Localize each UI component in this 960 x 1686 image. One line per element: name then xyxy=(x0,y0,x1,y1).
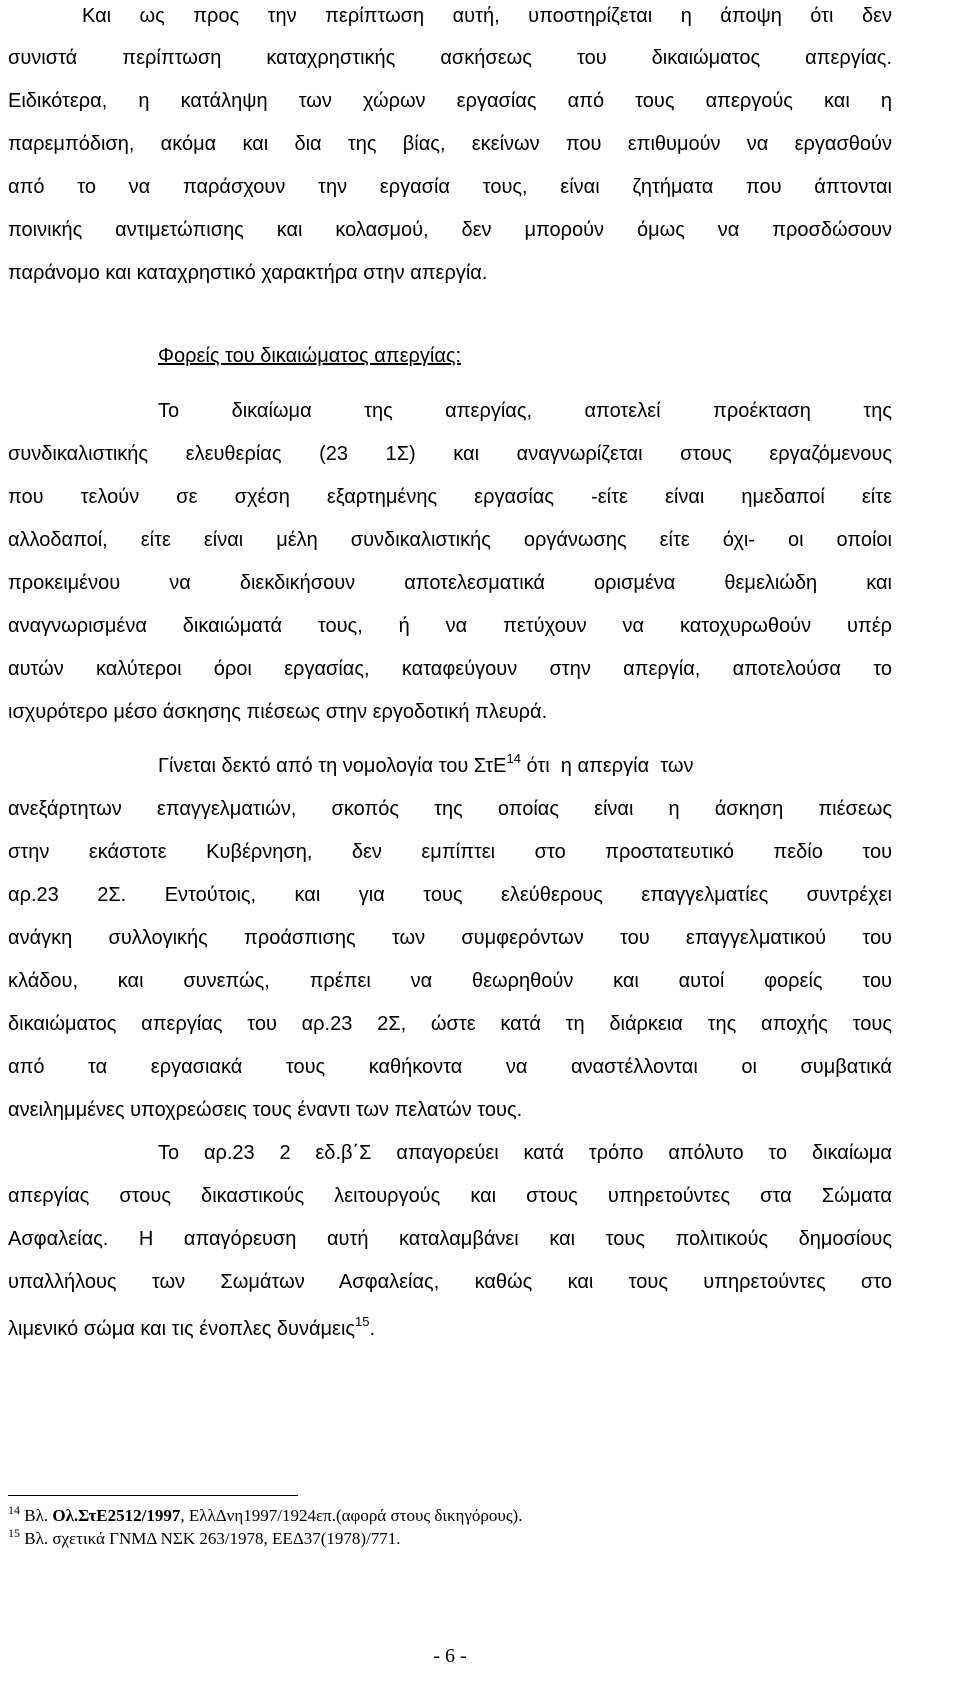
paragraph-text: ότι η απεργία των xyxy=(520,755,694,777)
paragraph-text: λιμενικό σώμα και τις ένοπλες δυνάμεις xyxy=(8,1318,356,1340)
paragraph-line: ανεξάρτητων επαγγελματιών, σκοπός της οποίας είναι η άσκηση πιέσεως xyxy=(8,798,892,820)
paragraph-line: ποινικής αντιμετώπισης και κολασμού, δεν μπορούν όμως να προσδώσουν xyxy=(8,219,892,241)
paragraph-line: υπαλλήλους των Σωμάτων Ασφαλείας, καθώς και τους υπηρετούντες στο xyxy=(8,1271,892,1293)
paragraph-line: ισχυρότερο μέσο άσκησης πιέσεως στην εργοδοτική πλευρά. xyxy=(8,701,548,723)
paragraph-text: . xyxy=(369,1318,376,1340)
paragraph-line: αυτών καλύτεροι όροι εργασίας, καταφεύγουν στην απεργία, αποτελούσα το xyxy=(8,658,892,680)
paragraph-line: συνιστά περίπτωση καταχρηστικής ασκήσεως του δικαιώματος απεργίας. xyxy=(8,47,892,69)
paragraph-line: απεργίας στους δικαστικούς λειτουργούς και στους υπηρετούντες στα Σώματα xyxy=(8,1185,892,1207)
footnote-14 xyxy=(8,1505,522,1527)
paragraph-line xyxy=(8,1315,892,1343)
paragraph-line: Και ως προς την περίπτωση αυτή, υποστηρίζεται η άποψη ότι δεν xyxy=(82,5,892,27)
section-heading: Φορείς του δικαιώματος απεργίας: xyxy=(158,345,462,367)
footnote-text: , ΕλλΔνη1997/1924επ.(αφορά στους δικηγόρους). xyxy=(180,1506,523,1525)
paragraph-line: Ασφαλείας. Η απαγόρευση αυτή καταλαμβάνει και τους πολιτικούς δημοσίους xyxy=(8,1228,892,1250)
paragraph-line: παράνομο και καταχρηστικό χαρακτήρα στην απεργία. xyxy=(8,262,488,284)
footnote-number: 15 xyxy=(8,1526,20,1540)
footnote-citation: Ολ.ΣτΕ2512/1997 xyxy=(52,1506,181,1525)
paragraph-line: προκειμένου να διεκδικήσουν αποτελεσματικά ορισμένα θεμελιώδη και xyxy=(8,572,892,594)
paragraph-line: από τα εργασιακά τους καθήκοντα να αναστέλλονται οι συμβατικά xyxy=(8,1056,892,1078)
paragraph-line: δικαιώματος απεργίας του αρ.23 2Σ, ώστε κατά τη διάρκεια της αποχής τους xyxy=(8,1013,892,1035)
paragraph-line: αναγνωρισμένα δικαιώματά τους, ή να πετύχουν να κατοχυρωθούν υπέρ xyxy=(8,615,892,637)
paragraph-line: αρ.23 2Σ. Εντούτοις, και για τους ελεύθερους επαγγελματίες συντρέχει xyxy=(8,884,892,906)
paragraph-line xyxy=(8,752,892,780)
paragraph-line: Το δικαίωμα της απεργίας, αποτελεί προέκταση της xyxy=(158,400,892,422)
footnote-number: 14 xyxy=(8,1503,20,1517)
footnote-ref-14: 14 xyxy=(506,751,521,766)
paragraph-line: παρεμπόδιση, ακόμα και δια της βίας, εκείνων που επιθυμούν να εργασθούν xyxy=(8,133,892,155)
footnote-ref-15: 15 xyxy=(355,1314,370,1329)
paragraph-line: Ειδικότερα, η κατάληψη των χώρων εργασίας από τους απεργούς και η xyxy=(8,90,892,112)
paragraph-line: συνδικαλιστικής ελευθερίας (23 1Σ) και αναγνωρίζεται στους εργαζόμενους xyxy=(8,443,892,465)
paragraph-line: που τελούν σε σχέση εξαρτημένης εργασίας -είτε είναι ημεδαποί είτε xyxy=(8,486,892,508)
page-number: - 6 - xyxy=(433,1645,467,1667)
footnote-15 xyxy=(8,1528,401,1550)
paragraph-line: Το αρ.23 2 εδ.β΄Σ απαγορεύει κατά τρόπο απόλυτο το δικαίωμα xyxy=(158,1142,892,1164)
footnote-text: Βλ. σχετικά ΓΝΜΔ ΝΣΚ 263/1978, ΕΕΔ37(1978)/771. xyxy=(20,1529,401,1548)
paragraph-text: Γίνεται δεκτό από τη νομολογία του ΣτΕ xyxy=(158,755,507,777)
paragraph-line: αλλοδαποί, είτε είναι μέλη συνδικαλιστικής οργάνωσης είτε όχι- οι οποίοι xyxy=(8,529,892,551)
footnote-separator xyxy=(8,1495,298,1496)
paragraph-line: ανειλημμένες υποχρεώσεις τους έναντι των πελατών τους. xyxy=(8,1099,523,1121)
paragraph-line: από το να παράσχουν την εργασία τους, είναι ζητήματα που άπτονται xyxy=(8,176,892,198)
paragraph-line: ανάγκη συλλογικής προάσπισης των συμφερόντων του επαγγελματικού του xyxy=(8,927,892,949)
footnote-text: Βλ. xyxy=(20,1506,53,1525)
paragraph-line: κλάδου, και συνεπώς, πρέπει να θεωρηθούν και αυτοί φορείς του xyxy=(8,970,892,992)
paragraph-line: στην εκάστοτε Κυβέρνηση, δεν εμπίπτει στο προστατευτικό πεδίο του xyxy=(8,841,892,863)
